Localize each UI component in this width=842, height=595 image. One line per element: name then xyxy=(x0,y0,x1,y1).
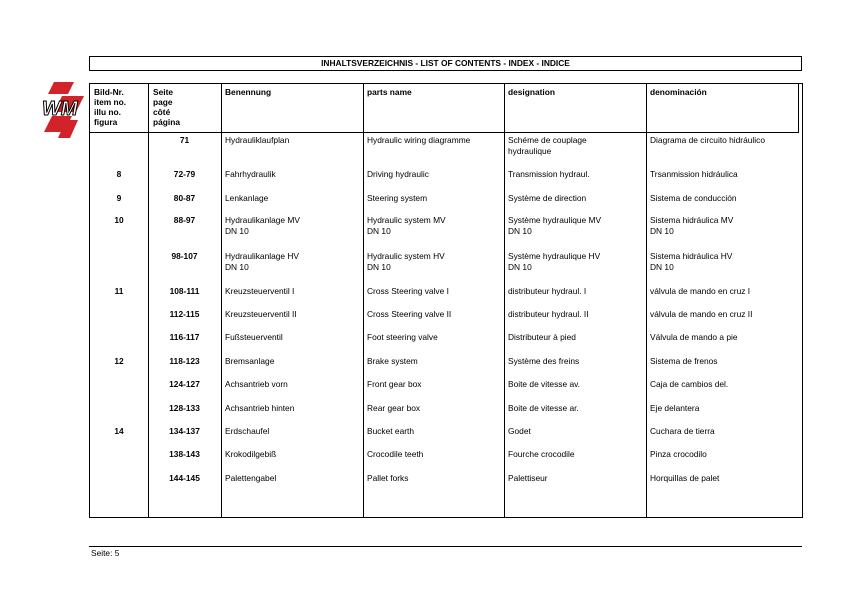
cell-fr: Fourche crocodile xyxy=(508,449,575,459)
cell-en: Front gear box xyxy=(367,379,422,389)
cell-fr: Schéme de couplage hydraulique xyxy=(508,135,587,156)
cell-de: Hydraulikanlage MV DN 10 xyxy=(225,215,300,236)
cell-de: Fahrhydraulik xyxy=(225,169,276,179)
cell-en: Steering system xyxy=(367,193,428,203)
cell-de: Kreuzsteuerventil II xyxy=(225,309,297,319)
cell-fr: Distributeur à pied xyxy=(508,332,576,342)
cell-de: Fußsteuerventil xyxy=(225,332,283,342)
cell-es: Trsanmission hidráulica xyxy=(650,169,738,179)
cell-en: Rear gear box xyxy=(367,403,421,413)
cell-es: Sistema de frenos xyxy=(650,356,718,366)
cell-bild: 9 xyxy=(116,193,122,203)
header-benennung: Benennung xyxy=(225,87,272,97)
cell-seite: 128-133 xyxy=(169,403,200,413)
cell-fr: Système hydraulique HV DN 10 xyxy=(508,251,601,272)
cell-de: Lenkanlage xyxy=(225,193,269,203)
cell-seite: 116-117 xyxy=(169,332,200,342)
cell-fr: Système des freins xyxy=(508,356,580,366)
header-denominacion: denominación xyxy=(650,87,707,97)
cell-seite: 98-107 xyxy=(171,251,198,261)
cell-es: Sistema hidráulica HV DN 10 xyxy=(650,251,733,272)
cell-es: válvula de mando en cruz I xyxy=(650,286,751,296)
cell-es: Pinza crocodilo xyxy=(650,449,707,459)
cell-fr: distributeur hydraul. II xyxy=(508,309,589,319)
cell-de: Achsantrieb vorn xyxy=(225,379,288,389)
header-parts-name: parts name xyxy=(367,87,412,97)
cell-fr: distributeur hydraul. I xyxy=(508,286,587,296)
cell-seite: 124-127 xyxy=(169,379,200,389)
cell-seite: 144-145 xyxy=(169,473,200,483)
cell-bild: 11 xyxy=(114,286,124,296)
cell-en: Brake system xyxy=(367,356,418,366)
cell-de: Krokodilgebiß xyxy=(225,449,277,459)
cell-es: Caja de cambios del. xyxy=(650,379,729,389)
cell-bild: 14 xyxy=(114,426,124,436)
cell-bild: 12 xyxy=(114,356,124,366)
cell-es: Eje delantera xyxy=(650,403,700,413)
contents-table xyxy=(89,83,803,518)
cell-en: Hydraulic wiring diagramme xyxy=(367,135,471,145)
footer-divider xyxy=(89,546,802,547)
cell-bild: 8 xyxy=(116,169,122,179)
cell-en: Bucket earth xyxy=(367,426,415,436)
cell-de: Achsantrieb hinten xyxy=(225,403,295,413)
cell-en: Cross Steering valve I xyxy=(367,286,449,296)
cell-fr: Transmission hydraul. xyxy=(508,169,590,179)
header-seite: Seite page côté página xyxy=(153,87,180,127)
cell-de: Kreuzsteuerventil I xyxy=(225,286,295,296)
cell-seite: 71 xyxy=(179,135,190,145)
page-title: INHALTSVERZEICHNIS - LIST OF CONTENTS - INDEX - INDICE xyxy=(89,56,802,71)
cell-de: Erdschaufel xyxy=(225,426,270,436)
cell-en: Cross Steering valve II xyxy=(367,309,452,319)
cell-en: Hydraulic system MV DN 10 xyxy=(367,215,446,236)
cell-seite: 72-79 xyxy=(173,169,196,179)
cell-es: Horquillas de palet xyxy=(650,473,720,483)
cell-de: Hydraulikanlage HV DN 10 xyxy=(225,251,300,272)
cell-seite: 134-137 xyxy=(169,426,200,436)
cell-fr: Boite de vitesse ar. xyxy=(508,403,579,413)
cell-de: Palettengabel xyxy=(225,473,277,483)
cell-en: Pallet forks xyxy=(367,473,409,483)
header-bild: Bild-Nr. item no. illu no. figura xyxy=(94,87,127,127)
cell-seite: 112-115 xyxy=(169,309,200,319)
cell-seite: 138-143 xyxy=(169,449,200,459)
cell-fr: Palettiseur xyxy=(508,473,548,483)
cell-de: Bremsanlage xyxy=(225,356,275,366)
cell-fr: Godet xyxy=(508,426,531,436)
cell-es: Cuchara de tierra xyxy=(650,426,715,436)
cell-es: Sistema de conducción xyxy=(650,193,737,203)
cell-en: Foot steering valve xyxy=(367,332,438,342)
page-number: Seite: 5 xyxy=(91,548,120,558)
cell-en: Crocodile teeth xyxy=(367,449,424,459)
cell-seite: 118-123 xyxy=(169,356,200,366)
cell-en: Hydraulic system HV DN 10 xyxy=(367,251,445,272)
cell-es: Diagrama de circuito hidráulico xyxy=(650,135,765,145)
wm-logo-icon xyxy=(40,80,84,140)
cell-en: Driving hydraulic xyxy=(367,169,429,179)
cell-fr: Système hydraulique MV DN 10 xyxy=(508,215,602,236)
cell-seite: 108-111 xyxy=(169,286,200,296)
cell-es: válvula de mando en cruz II xyxy=(650,309,753,319)
cell-seite: 80-87 xyxy=(173,193,196,203)
cell-fr: Système de direction xyxy=(508,193,587,203)
cell-es: Sistema hidráulica MV DN 10 xyxy=(650,215,734,236)
cell-seite: 88-97 xyxy=(173,215,196,225)
logo-text: WM xyxy=(42,98,78,120)
header-designation: designation xyxy=(508,87,555,97)
cell-fr: Boite de vitesse av. xyxy=(508,379,581,389)
cell-es: Válvula de mando a pie xyxy=(650,332,738,342)
cell-de: Hydrauliklaufplan xyxy=(225,135,290,145)
cell-bild: 10 xyxy=(114,215,124,225)
